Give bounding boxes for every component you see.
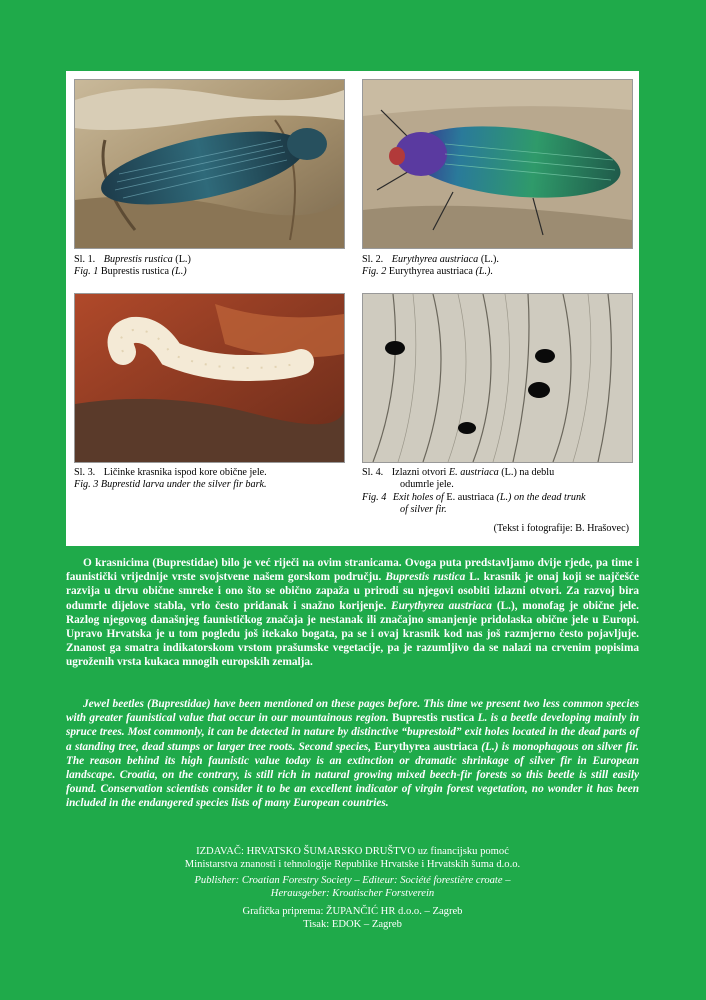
caption-4-hr-species: E. austriaca — [448, 467, 499, 478]
photo-buprestid-larva — [74, 293, 345, 463]
caption-4-en-text-b: (L.) on the dead trunk — [496, 491, 586, 503]
caption-4-hr-text-b: (L.) na deblu — [501, 467, 555, 478]
caption-2-hr-species: Eurythyrea austriaca — [391, 254, 479, 265]
caption-fig-4 — [362, 467, 586, 517]
caption-1-hr-prefix: Sl. 1. — [74, 254, 96, 265]
en-text-a: Jewel beetles (Buprestidae) have been mentioned on these pages before. This time we present two less common species with greater faunistical value that occur in our mountainous region. — [66, 698, 639, 725]
caption-3-hr-text: Ličinke krasnika ispod kore obične jele. — [103, 467, 267, 478]
imprint-print: Tisak: EDOK – Zagreb — [303, 918, 402, 930]
caption-fig-2 — [362, 254, 499, 279]
caption-4-hr-text-a: Izlazni otvori — [391, 467, 447, 478]
caption-4-en-line2: of silver fir. — [400, 504, 447, 516]
hr-text-e: (L.), monofag je obične jele. Razlog njegovog današnjeg faunističkog značaja je nestanak ili značajno smanjenje pridolaska obične jele u Europi. Upravo Hrvatska je u tom pogledu još itekako bogata, pa se i ovaj krasnik kod nas još razmjerno često pojavljuje. Znanost ga smatra indikatorskom vrstom prašumske vegetacije, pa je razumljivo da se nalazi na crvenim popisima ugroženih vrsta kukaca mnogih europskih zemalja. — [66, 599, 640, 669]
caption-2-en-species: Eurythyrea austriaca — [388, 266, 473, 278]
caption-1-hr-author: (L.) — [175, 254, 191, 265]
photo-credit: (Tekst i fotografije: B. Hrašovec) — [493, 523, 629, 534]
caption-1-hr-species: Buprestis rustica — [103, 254, 173, 265]
hr-species-2: Eurythyrea austriaca — [391, 599, 492, 612]
imprint-publisher-de: Herausgeber: Kroatischer Forstverein — [270, 887, 435, 899]
photo-exit-holes — [362, 293, 633, 463]
caption-1-en-author: (L.) — [171, 266, 187, 278]
croatian-paragraph — [66, 556, 639, 670]
hr-species-1: Buprestis rustica — [385, 571, 466, 584]
photo-eurythyrea-austriaca — [362, 79, 633, 249]
imprint-prepress: Grafička priprema: ŽUPANČIĆ HR d.o.o. – Zagreb — [242, 906, 463, 918]
caption-3-en-prefix: Fig. 3 — [74, 479, 99, 491]
caption-1-en-species: Buprestis rustica — [100, 266, 170, 278]
caption-2-hr-prefix: Sl. 2. — [362, 254, 384, 265]
imprint-publisher-hr: IZDAVAČ: HRVATSKO ŠUMARSKO DRUŠTVO uz financijsku pomoć — [196, 846, 509, 857]
en-text-e: (L.) is monophagous on silver fir. The reason behind its high faunistic value today is an extinction or dramatic shrinkage of silver fir in European landscape. Croatia, on the contrary, is still rich in natural growing mixed beech-fir forests so this beetle is still easily found. Conservation scientists consider it to be an excellent indicator of virgin forest vegetation, no wonder it has been included in the endangered species lists of many European countries. — [66, 740, 639, 810]
caption-4-hr-prefix: Sl. 4. — [362, 467, 384, 478]
english-paragraph — [66, 697, 639, 811]
caption-4-en-species: E. austriaca — [446, 491, 494, 503]
caption-4-en-prefix: Fig. 4 — [362, 491, 387, 503]
en-species-1: Buprestis rustica — [392, 712, 475, 725]
caption-fig-1 — [74, 254, 191, 279]
caption-2-en-prefix: Fig. 2 — [362, 266, 387, 278]
imprint — [66, 846, 639, 932]
hr-text-a: O krasnicima (Buprestidae) bilo je već riječi na ovim stranicama. Ovoga puta predstavljamo dvije rjede, pa time i faunistički vrijednije vrste svojstvene našem gorskom području. — [66, 557, 639, 584]
caption-3-en-text: Buprestid larva under the silver fir bark. — [100, 479, 267, 491]
figure-panel — [66, 71, 639, 546]
en-species-2: Eurythyrea austriaca — [374, 740, 478, 753]
caption-4-en-text-a: Exit holes of — [392, 491, 444, 503]
imprint-ministry: Ministarstva znanosti i tehnologije Republike Hrvatske i Hrvatskih šuma d.o.o. — [184, 858, 521, 870]
caption-fig-3 — [74, 467, 267, 492]
photo-buprestis-rustica — [74, 79, 345, 249]
caption-2-hr-author: (L.). — [480, 254, 499, 265]
caption-1-en-prefix: Fig. 1 — [74, 266, 99, 278]
hr-text-c: L. krasnik je onaj koji se najčešće razvija u drvu obične smreke i ono što se obično zapaža u prirodi su njegovi osobiti izlazni otvori. Za razvoj bira odumrle dijelove stabla, vrlo često pridanak i snažno korijenje. — [66, 571, 639, 612]
caption-4-hr-line2: odumrle jele. — [400, 479, 454, 491]
caption-3-hr-prefix: Sl. 3. — [74, 467, 96, 478]
caption-2-en-author: (L.). — [475, 266, 493, 278]
en-text-c: L. is a beetle developing mainly in spruce trees. Most commonly, it can be detected in nature by distinctive “buprestoid” exit holes located in the dead parts of a standing tree, dead stumps or larger tree roots. Second species, — [66, 712, 639, 753]
imprint-publisher-en: Publisher: Croatian Forestry Society – Editeur: Société forestière croate – — [194, 875, 511, 887]
